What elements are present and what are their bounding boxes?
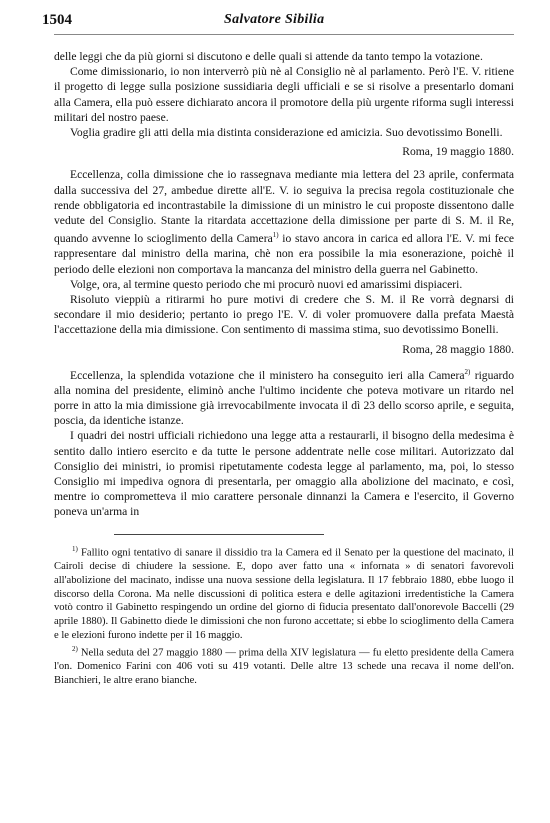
footnote-2 [54,643,514,688]
dateline-2: Roma, 28 maggio 1880. [402,342,514,356]
dateline-1: Roma, 19 maggio 1880. [402,145,514,159]
main-text [54,49,514,520]
paragraph-4-text-b: io stavo ancora in carica ed allora l'E. V. mi fece rappresentare dal ministro della marina, chè non era possibile la mia esonerazione, poichè il periodo delle elezioni non comportava la mancanza del ministro della guerra nel Gabinetto. [54,232,514,276]
page-header [42,10,514,35]
paragraph-5: Volge, ora, al termine questo periodo che mi procurò nuovi ed amarissimi dispiaceri. [70,277,463,291]
footnote-ref-2: 2) [464,367,471,376]
footnotes [54,543,514,688]
paragraph-2: Come dimissionario, io non interverrò più nè al Consiglio nè al parlamento. Però l'E. V. ritiene il progetto di legge sulla posizione sussidiaria degli ufficiali e se si risolve a presentarlo domani alla Camera, ella può essere dichiarato ancora il promotore della più urgente riforma sugli interessi militari del nostro paese. [54,65,514,124]
footnote-mark-2: 2) [72,644,78,653]
running-head: Salvatore Sibilia [224,12,325,27]
footnote-1-text: Fallito ogni tentativo di sanare il dissidio tra la Camera ed il Senato per la questione del macinato, il Cairoli decise di chiudere la sessione. E, dopo aver fatto una « infornata » di senatori favorevoli all'abolizione del macinato, indisse una nuova sessione della legislatura. Il 17 febbraio 1880, ebbe luogo il discorso della Corona. Ma nelle discussioni di politica estera e delle agitazioni irredentistiche la Camera votò contro il Gabinetto respingendo un ordine del giorno di fiducia presentato dall'onorevole Baccelli (29 aprile 1880). Il Gabinetto diede le dimissioni che non furono accettate; si ebbe lo scioglimento della Camera e le elezioni furono indette per il 16 maggio. [54,547,514,641]
footnote-1 [54,543,514,643]
paragraph-4-text-a: Eccellenza, colla dimissione che io rassegnava mediante mia lettera del 23 aprile, confermata dalla successiva del 27, ambedue dirette all'E. V. io seguiva la precisa regola costituzionale che rende obbligatoria ed incontrastabile la dimissione di un ministro le cui proposte dissentono dalle vedute del Consiglio. Stante la ritardata accettazione della dimissione per parte di S. M. il Re, quando avvenne lo scioglimento della Camera [54,168,514,246]
paragraph-1: delle leggi che da più giorni si discutono e delle quali si attende da tanto tempo la votazione. [54,50,483,63]
paragraph-7 [54,365,514,429]
paragraph-7-text-b: riguardo alla nomina del presidente, eliminò anche l'ultimo incidente che poteva motivare un ritardo nel porre in atto la mia dimissione già irrevocabilmente invocata il dì 23 dello scorso aprile, e seguita, poscia, da identiche istanze. [54,368,514,428]
footnote-divider [114,534,324,535]
paragraph-6: Risoluto vieppiù a ritirarmi ho pure motivi di credere che S. M. il Re vorrà degnarsi di secondare il mio desiderio; pertanto io prego l'E. V. di voler promuovere dalla prefata Maestà l'accettazione della mia dimissione. Con sentimento di massima stima, suo devotissimo Bonelli. [54,292,514,337]
paragraph-8: I quadri dei nostri ufficiali richiedono una legge atta a restaurarli, il bisogno della medesima è sentito dallo intiero esercito e da tutte le persone addentrate nelle cose militari. Autorizzato dal Consiglio dei ministri, io promisi ripetutamente codesta legge al parlamento, ma, poi, lo stesso Consiglio mi impediva ognora di presentarla, per omaggio alla abolizione del macinato, e così, mentre io compromettevа il mio carattere personale dinnanzi la Camera e l'esercito, il Governo poneva un'arma in [54,429,514,519]
footnote-2-text: Nella seduta del 27 maggio 1880 — prima della XIV legislatura — fu eletto presidente della Camera l'on. Domenico Farini con 406 voti su 419 votanti. Delle altre 13 schede una recava il nome dell'on. Bianchieri, le altre erano bianche. [54,647,514,686]
footnote-mark-1: 1) [72,544,78,553]
paragraph-4 [54,167,514,276]
paragraph-7-text-a: Eccellenza, la splendida votazione che il ministero ha conseguito ieri alla Camera [70,368,465,382]
page-number: 1504 [42,12,72,28]
footnote-ref-1: 1) [272,231,279,240]
paragraph-3: Voglia gradire gli atti della mia distinta considerazione ed amicizia. Suo devotissimo Bonelli. [70,126,503,140]
